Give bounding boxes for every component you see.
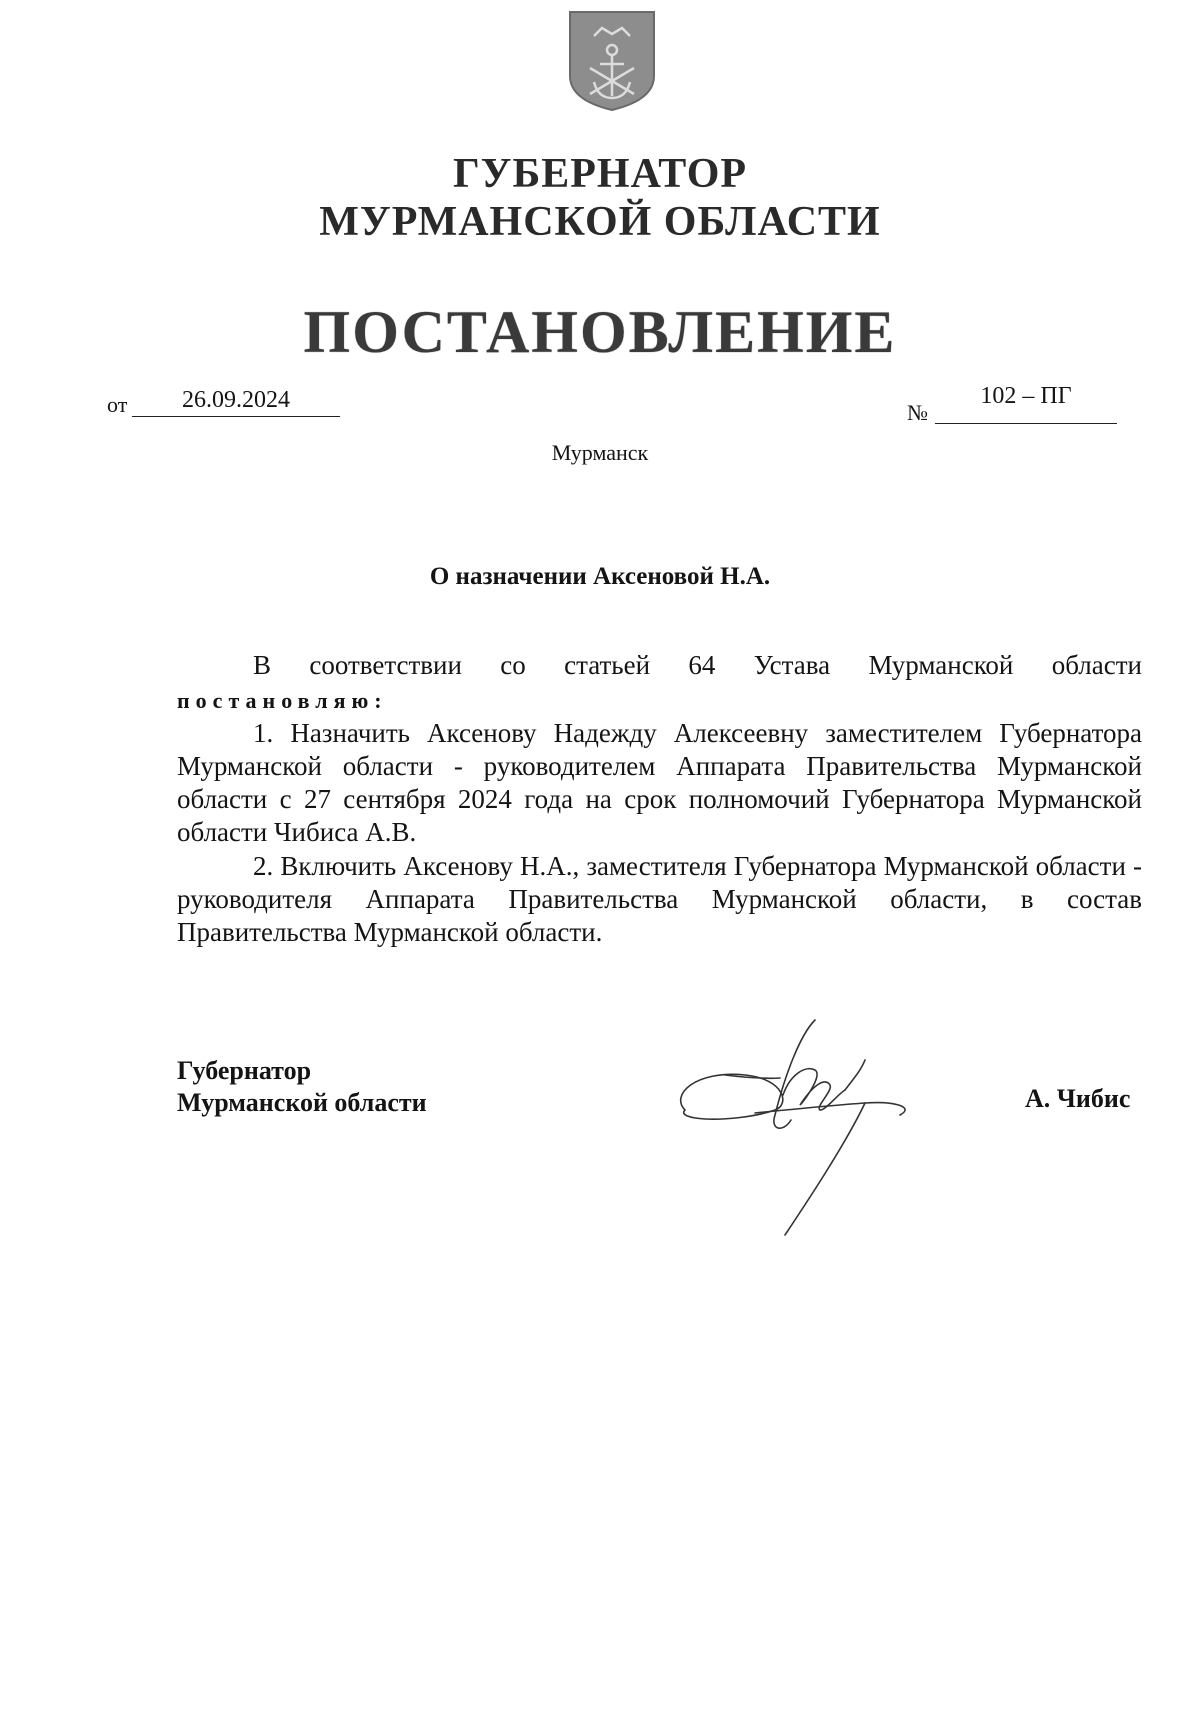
item-1-text: 1. Назначить Аксенову Надежду Алексеевну заместителем Губернатора Мурманской области - руководителем Аппарата Правительства Мурманской области с 27 сентября 2024 года на срок полномочий Губернатора Мурманской области Чибиса А.В. (177, 718, 1142, 847)
city-name: Мурманск (551, 440, 649, 465)
number-prefix: № (907, 400, 928, 425)
signer-title-line-1: Губернатор (177, 1056, 312, 1085)
number-underline (935, 423, 1117, 424)
intro-text: В соответствии со статьей 64 Устава Мурманской области (253, 650, 1142, 680)
signer-name: А. Чибис (1025, 1084, 1131, 1113)
intro-paragraph (177, 649, 1142, 682)
handwritten-signature (665, 1015, 965, 1265)
item-2-text: 2. Включить Аксенову Н.А., заместителя Губернатора Мурманской области - руководителя Аппарата Правительства Мурманской области, в состав Правительства Мурманской области. (177, 851, 1142, 947)
decree-word: постановляю: (177, 688, 388, 713)
issuer-line-2: МУРМАНСКОЙ ОБЛАСТИ (319, 199, 881, 245)
document-subject: О назначении Аксеновой Н.А. (429, 563, 771, 590)
date-underline (132, 416, 340, 417)
date-prefix: от (107, 392, 128, 417)
decree-item-2 (177, 850, 1142, 949)
issuer-line-1: ГУБЕРНАТОР (452, 151, 748, 197)
document-type-title: ПОСТАНОВЛЕНИЕ (303, 299, 897, 365)
coat-of-arms-icon (568, 10, 656, 112)
document-number: 102 – ПГ (980, 383, 1072, 409)
decree-item-1 (177, 717, 1142, 849)
signer-title-line-2: Мурманской области (177, 1088, 427, 1117)
document-date: 26.09.2024 (182, 387, 290, 413)
